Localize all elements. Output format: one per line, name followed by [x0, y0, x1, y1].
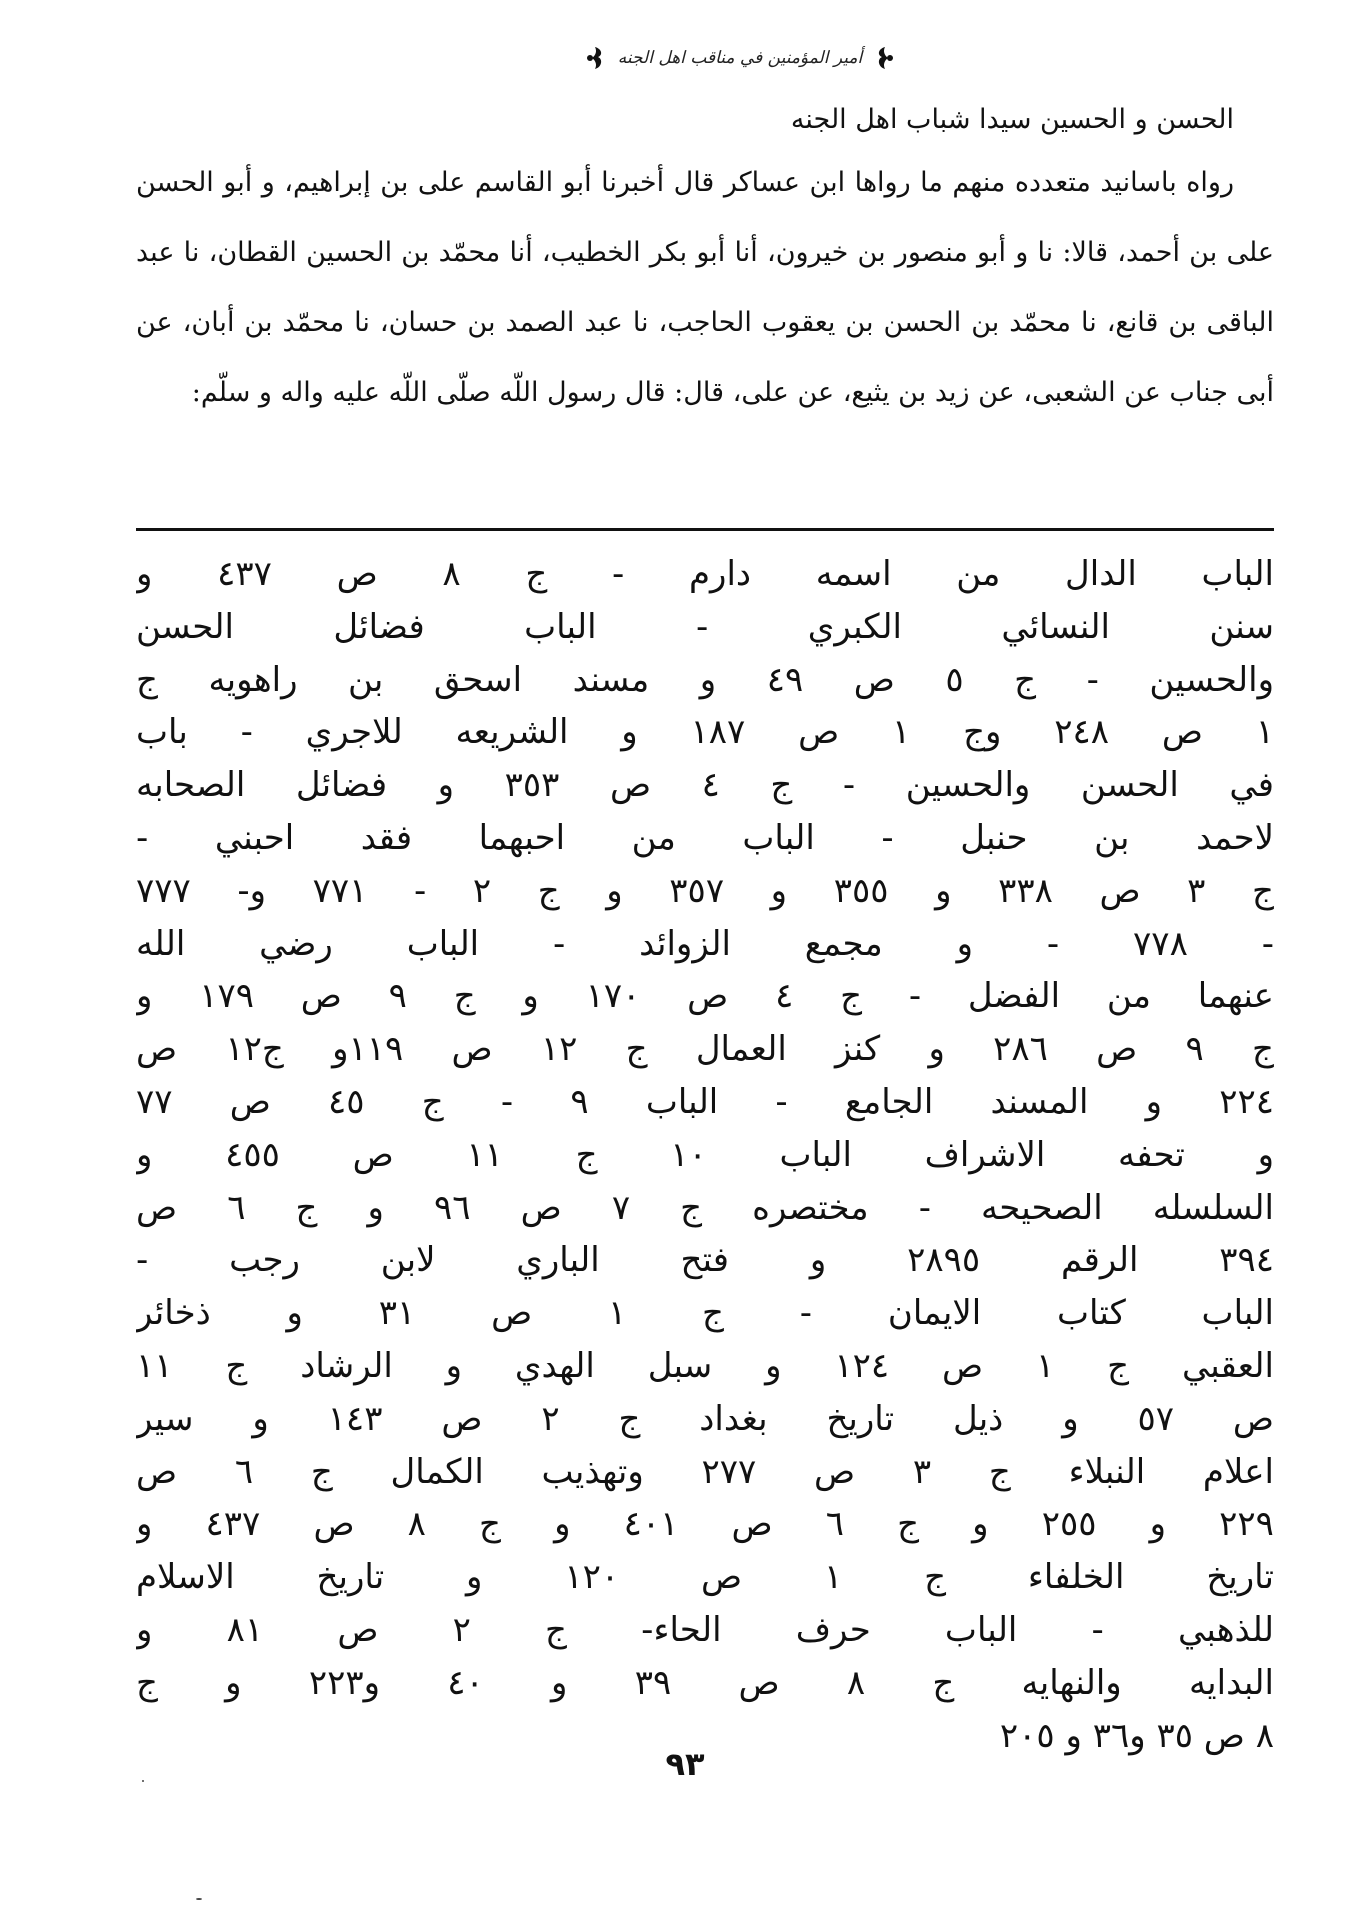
footnote-line: الباب الدال من اسمه دارم - ج ٨ ص ٤٣٧ و	[136, 554, 1274, 594]
footnote-line: ج ٣ ص ٣٣٨ و ٣٥٥ و ٣٥٧ و ج ٢ - ٧٧١ و- ٧٧٧	[136, 870, 1274, 911]
ornament-right-icon	[874, 45, 896, 71]
section-title: الحسن و الحسين سيدا شباب اهل الجنه	[790, 104, 1234, 135]
footnote-line: - ٧٧٨ - و مجمع الزوائد - الباب رضي الله	[136, 923, 1274, 964]
footnote-line: الباب كتاب الايمان - ج ١ ص ٣١ و ذخائر	[136, 1293, 1274, 1334]
main-body	[136, 92, 1274, 428]
footnote-line: اعلام النبلاء ج ٣ ص ٢٧٧ وتهذيب الكمال ج ٦ ص	[136, 1451, 1274, 1492]
footnote-line: العقبي ج ١ ص ١٢٤ و سبل الهدي و الرشاد ج ١١	[136, 1345, 1274, 1386]
footnote-line: ٨ ص ٣٥ و٣٦ و ٢٠٥	[999, 1715, 1274, 1756]
footnote-line: تاريخ الخلفاء ج ١ ص ١٢٠ و تاريخ الاسلام	[136, 1557, 1274, 1598]
footnote-line: ج ٩ ص ٢٨٦ و كنز العمال ج ١٢ ص ١١٩و ج١٢ ص	[136, 1029, 1274, 1070]
ornament-left-icon	[584, 45, 606, 71]
footnote-line: في الحسن والحسين - ج ٤ ص ٣٥٣ و فضائل الصحابه	[136, 765, 1274, 806]
footnote-line: والحسين - ج ٥ ص ٤٩ و مسند اسحق بن راهويه ج	[136, 659, 1274, 700]
footnote-line: السلسله الصحيحه - مختصره ج ٧ ص ٩٦ و ج ٦ ص	[136, 1187, 1274, 1228]
footnote-line: ١ ص ٢٤٨ وج ١ ص ١٨٧ و الشريعه للاجري - باب	[136, 712, 1274, 753]
footnote-separator	[136, 528, 1274, 531]
footnote-references	[136, 548, 1274, 1762]
footnote-line: لاحمد بن حنبل - الباب من احبهما فقد احبني -	[136, 817, 1274, 858]
footnote-line: للذهبي - الباب حرف الحاء- ج ٢ ص ٨١ و	[136, 1609, 1274, 1650]
footnote-line: ٢٢٩ و ٢٥٥ و ج ٦ ص ٤٠١ و ج ٨ ص ٤٣٧ و	[136, 1504, 1274, 1545]
hadith-isnad-paragraph: رواه باسانيد متعدده منهم ما رواها ابن عساكر قال أخبرنا أبو القاسم على بن إبراهيم، و أبو الحسن على بن أحمد، قالا: نا و أبو منصور بن خيرون، أنا أبو بكر الخطيب، أنا محمّد بن الحسين القطان، نا عبد الباقى بن قانع، نا محمّد بن الحسن بن يعقوب الحاجب، نا عبد الصمد بن حسان، نا محمّد بن أبان، عن أبى جناب عن الشعبى، عن زيد بن يثيع، عن على، قال: قال رسول اللّه صلّى اللّه عليه واله و سلّم:	[136, 167, 1274, 408]
scan-speck	[142, 1780, 144, 1782]
footnote-line: ٣٩٤ الرقم ٢٨٩٥ و فتح الباري لابن رجب -	[136, 1240, 1274, 1281]
footnote-line: البدايه والنهايه ج ٨ ص ٣٩ و ٤٠ و٢٢٣ و ج	[136, 1662, 1274, 1703]
running-header	[500, 40, 980, 76]
footnote-line: عنهما من الفضل - ج ٤ ص ١٧٠ و ج ٩ ص ١٧٩ و	[136, 976, 1274, 1017]
footnote-line: و تحفه الاشراف الباب ١٠ ج ١١ ص ٤٥٥ و	[136, 1134, 1274, 1175]
footnote-line: ٢٢٤ و المسند الجامع - الباب ٩ - ج ٤٥ ص ٧٧	[136, 1081, 1274, 1122]
page-number: ٩٣	[665, 1745, 705, 1783]
running-title: أمير المؤمنين في مناقب اهل الجنه	[617, 48, 863, 68]
footnote-line: سنن النسائي الكبري - الباب فضائل الحسن	[136, 606, 1274, 647]
footnote-line: ص ٥٧ و ذيل تاريخ بغداد ج ٢ ص ١٤٣ و سير	[136, 1398, 1274, 1439]
scan-speck	[196, 1898, 202, 1900]
